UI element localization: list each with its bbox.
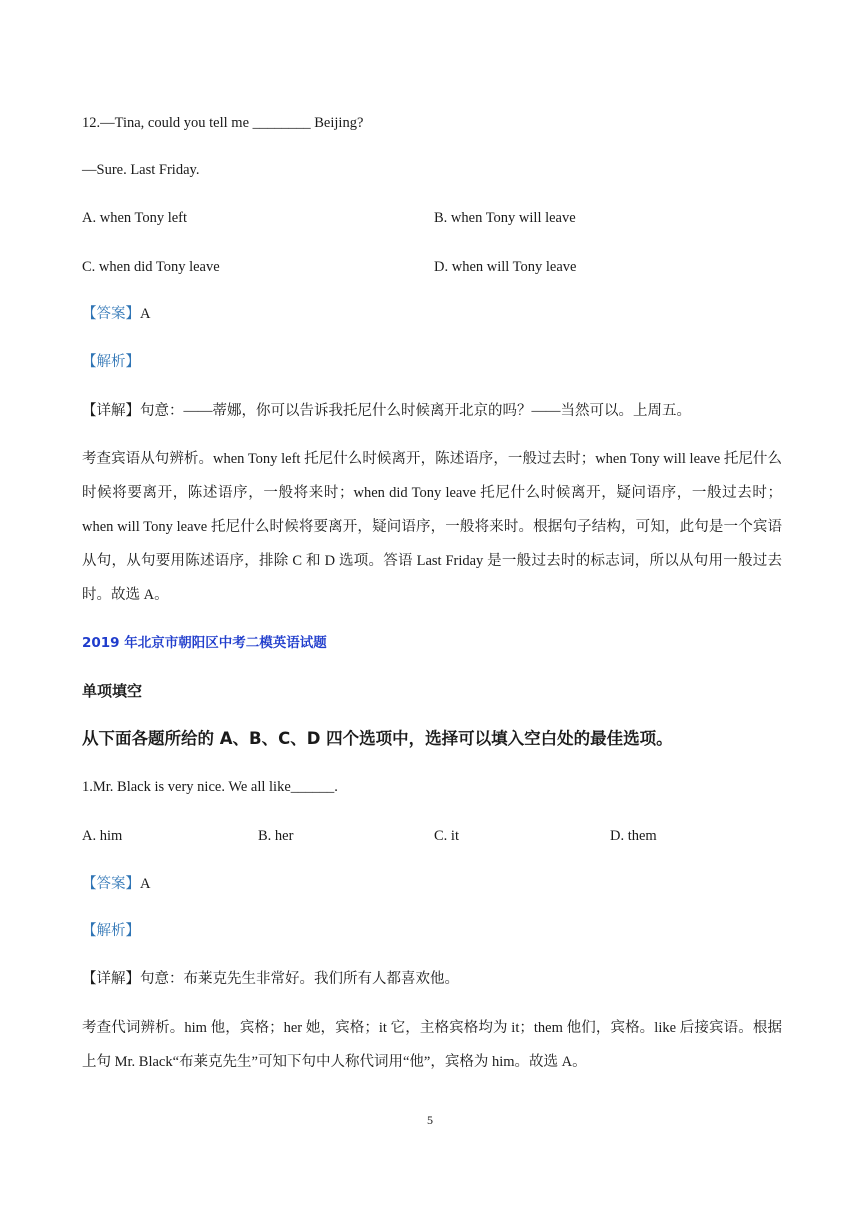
q1-explanation: 考查代词辨析。him 他，宾格；her 她，宾格；it 它，主格宾格均为 it；them 他们，宾格。like 后接宾语。根据上句 Mr. Black“布莱克先生”可知下句中人称代词用“他”，宾格为 him。故选 A。 — [82, 1020, 782, 1070]
question-12-stem: 12.—Tina, could you tell me ________ Beijing? — [82, 115, 364, 131]
question-12-reply: —Sure. Last Friday. — [82, 162, 200, 178]
q12-option-a: A. when Tony left — [82, 210, 188, 226]
q12-analysis-tag: 【解析】 — [82, 354, 140, 370]
q1-answer — [82, 874, 150, 894]
question-1-stem: 1.Mr. Black is very nice. We all like______. — [82, 779, 338, 795]
q1-analysis-tag: 【解析】 — [82, 923, 140, 939]
q1-option-c: C. it — [434, 828, 459, 844]
instruction: 从下面各题所给的 A、B、C、D 四个选项中，选择可以填入空白处的最佳选项。 — [82, 729, 673, 748]
q12-answer — [82, 304, 150, 324]
exam-title: 2019 年北京市朝阳区中考二模英语试题 — [82, 635, 327, 651]
q1-option-b: B. her — [258, 828, 294, 844]
answer-tag: 【答案】 — [82, 306, 140, 322]
answer-value: A — [140, 306, 151, 322]
answer-tag: 【答案】 — [82, 876, 140, 892]
q12-option-c: C. when did Tony leave — [82, 259, 220, 275]
answer-value: A — [140, 876, 151, 892]
page-number: 5 — [427, 1113, 433, 1127]
q1-option-d: D. them — [610, 828, 657, 844]
q12-option-d: D. when will Tony leave — [434, 259, 577, 275]
part-title: 单项填空 — [82, 682, 143, 700]
q12-detail: 【详解】句意：——蒂娜，你可以告诉我托尼什么时候离开北京的吗？——当然可以。上周五。 — [82, 403, 691, 419]
q1-detail: 【详解】句意：布莱克先生非常好。我们所有人都喜欢他。 — [82, 971, 459, 987]
q12-explanation: 考查宾语从句辨析。when Tony left 托尼什么时候离开，陈述语序，一般过去时；when Tony will leave 托尼什么时候将要离开，陈述语序，一般将来时；when did Tony leave 托尼什么时候离开，疑问语序，一般过去时；when will Tony leave 托尼什么时候将要离开，疑问语序，一般将来时。根据句子结构，可知，此句是一个宾语从句，从句要用陈述语序，排除 C 和 D 选项。答语 Last Friday 是一般过去时的标志词，所以从句用一般过去时。故选 A。 — [82, 451, 782, 603]
q1-option-a: A. him — [82, 828, 123, 844]
q12-option-b: B. when Tony will leave — [434, 210, 576, 226]
